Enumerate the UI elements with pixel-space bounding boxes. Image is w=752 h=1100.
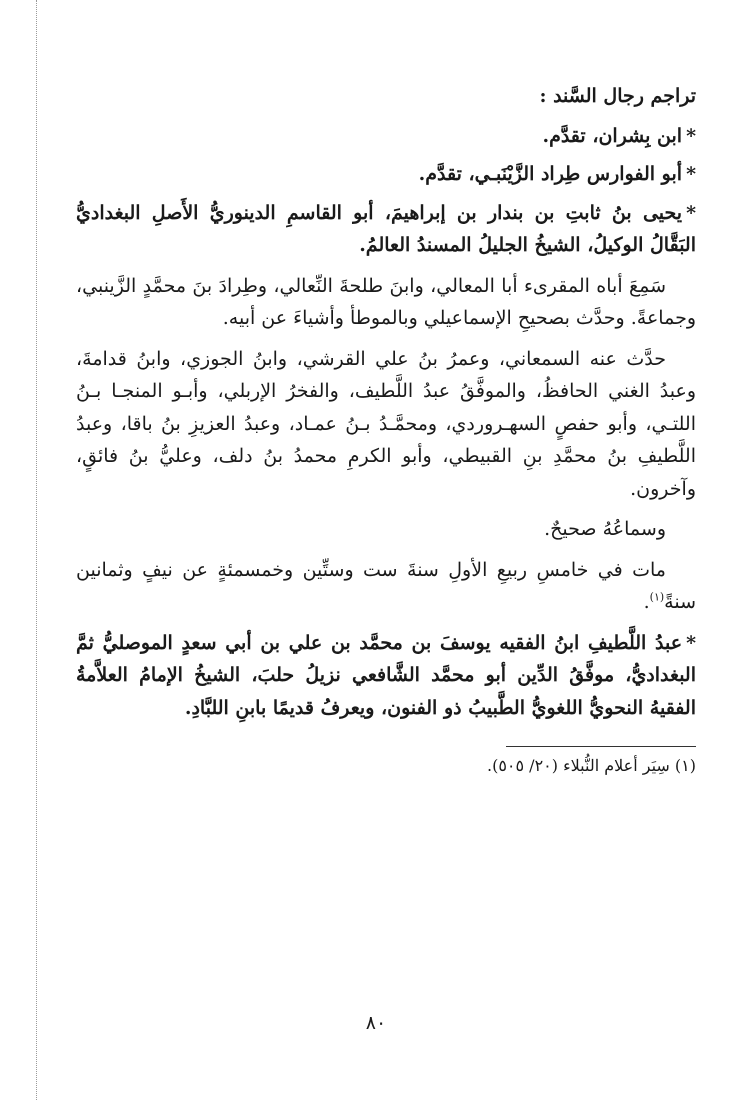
- entry-ibn-bishran: [76, 120, 696, 153]
- entry-abu-al-fawaris: [76, 158, 696, 191]
- binding-margin-dotted-line: [36, 0, 37, 1100]
- entry-abdullatif: [76, 627, 696, 725]
- footnote-marker: (١): [649, 590, 665, 604]
- biography-paragraph-sama: سَمِعَ أباه المقرىء أبا المعالي، وابنَ طلحةَ النِّعالي، وطِرادَ بنَ محمَّدٍ الزَّينبي، وجماعةً. وحدَّث بصحيحِ الإسماعيلي وبالموطأ وأشياءَ عن أبيه.: [76, 274, 696, 329]
- biography-paragraph-sama-sahih: وسماعُهُ صحيحٌ.: [544, 518, 666, 540]
- entry-star-marker: *: [686, 124, 696, 147]
- document-page: [76, 80, 696, 779]
- page-number: ٨٠: [365, 1012, 387, 1034]
- entry-star-marker: *: [686, 163, 696, 185]
- biography-paragraph-students: حدَّث عنه السمعاني، وعمرُ بنُ علي القرشي، وابنُ الجوزي، وابنُ قدامةَ، وعبدُ الغني الحافظُ، والموفَّقُ عبدُ اللَّطيف، والفخرُ الإربلي، وأبـو المنجـا بـنُ اللتـي، وأبو حفصٍ السهـروردي، ومحمَّـدُ بـنُ عمـاد، وعبدُ العزيزِ بنُ باقا، وعبدُ اللَّطيفِ بنُ محمَّدِ بنِ القبيطي، وأبو الكرمِ محمدُ بنُ دلف، وعليُّ بنُ فائقٍ، وآخرون.: [76, 347, 696, 500]
- entry-star-marker: *: [686, 631, 696, 654]
- death-text: مات في خامسِ ربيعِ الأولِ سنةَ ست وستِّين وخمسمئةٍ عن نيفٍ وثمانين سنةً: [76, 558, 696, 613]
- section-heading: تراجم رجال السَّند :: [539, 85, 696, 107]
- entry-yahya-bin-thabit: [76, 197, 696, 262]
- footnote-separator: [506, 746, 696, 747]
- entry-star-marker: *: [686, 201, 696, 224]
- biography-name-abdullatif: عبدُ اللَّطيفِ ابنُ الفقيه يوسفَ بن محمَّد بن علي بن أبي سعدٍ الموصليُّ ثمَّ البغداديُّ، موفَّقُ الدِّين أبو محمَّد الشَّافعي نزيلُ حلبَ، الشيخُ الإمامُ العلاَّمةُ الفقيهُ النحويُّ اللغويُّ الطَّبيبُ ذو الفنون، ويعرفُ قديمًا بابنِ اللبَّادِ.: [76, 631, 696, 719]
- footnote-text: (١) سِيَر أعلام النُّبلاء (٢٠/ ٥٠٥).: [486, 756, 696, 775]
- biography-paragraph-death: [76, 554, 696, 619]
- entry-text: أبو الفوارس طِراد الزَّيْنَبـي، تقدَّم.: [418, 163, 683, 185]
- entry-text: ابن بِشران، تقدَّم.: [542, 124, 683, 147]
- death-text-end: .: [643, 591, 650, 613]
- biography-name-yahya: يحيى بنُ ثابتِ بن بندار بن إبراهيمَ، أبو القاسمِ الدينوريُّ الأَصلِ البغداديُّ البَقَّالُ الوكيلُ، الشيخُ الجليلُ المسندُ العالمُ.: [76, 201, 696, 256]
